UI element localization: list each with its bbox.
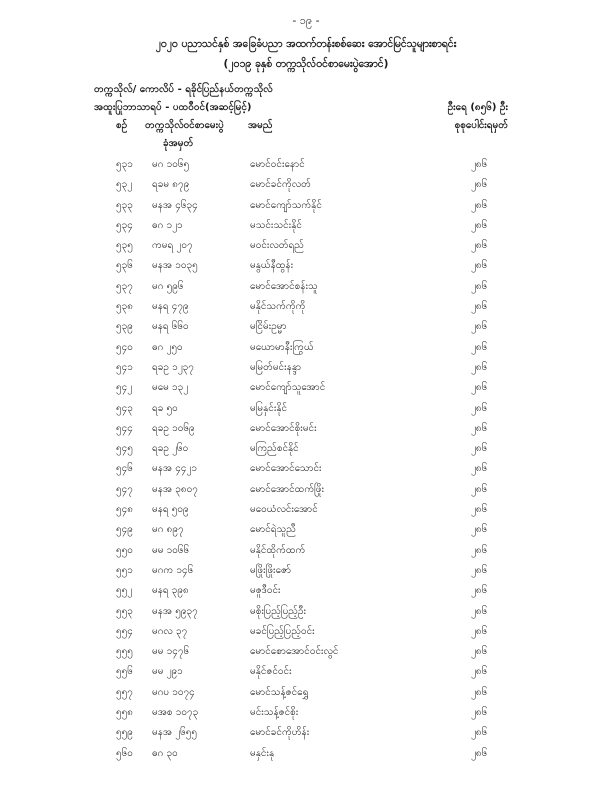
total-score: ၂၈၆ — [471, 219, 488, 231]
total-score: ၂၈၆ — [471, 321, 488, 333]
column-header-name: အမည် — [248, 120, 273, 131]
roll-number: ရခမ ၈၇၉ — [152, 179, 190, 191]
table-row — [0, 437, 612, 457]
table-row — [0, 600, 612, 620]
document-subtitle: (၂၀၁၉ ခုနှစ် တက္ကသိုလ်ဝင်စာမေးပွဲအောင်) — [223, 58, 389, 70]
table-row — [0, 234, 612, 254]
roll-number: မဂ ၅၉၆ — [152, 280, 184, 292]
total-score: ၂၈၆ — [471, 524, 488, 536]
student-name: မသင်းသင်းနိုင် — [250, 219, 302, 231]
student-name: မောင်အောင်ထက်ဖြိုး — [250, 483, 325, 495]
student-name: မောင်စောအောင်ဝင်းလွင် — [250, 646, 339, 658]
roll-number: မနအ ၁၀၃၅ — [152, 260, 198, 272]
roll-number: မနအ ၂၆၅၅ — [152, 727, 198, 739]
roll-number: မနအ ၃၈၀၇ — [152, 483, 198, 495]
row-number: ၅၅၄ — [116, 625, 133, 637]
roll-number: မမ ၁၀၆၆ — [152, 544, 190, 556]
student-name: မမြတ်မင်းနန္ဒာ — [250, 361, 302, 373]
student-name: မောင်ဝင်းနောင် — [250, 159, 305, 170]
total-score: ၂၈၆ — [471, 240, 488, 252]
total-score: ၂၈၆ — [471, 504, 488, 516]
row-number: ၅၅၁ — [116, 564, 133, 576]
results-list — [0, 153, 612, 762]
table-row — [0, 518, 612, 538]
table-row — [0, 742, 612, 762]
student-name: မောင်ရဲသူညီ — [250, 524, 296, 536]
student-name: မဝင်းလတ်ရည် — [250, 240, 304, 252]
row-number: ၅၄၂ — [116, 382, 133, 394]
total-score: ၂၈၆ — [471, 605, 488, 617]
roll-number: မမေ ၁၃၂ — [152, 382, 189, 394]
student-name: မနွယ်နီထွန်း — [250, 260, 294, 272]
table-row — [0, 295, 612, 315]
student-name: မောင်ခင်ကိုဟိန်း — [250, 727, 310, 739]
total-score: ၂၈၆ — [471, 179, 488, 191]
row-number: ၅၄၈ — [116, 504, 133, 516]
student-name: မောင်အောင်စိုးမင်း — [250, 422, 317, 434]
roll-number: မနရ ၄၇၉ — [152, 301, 189, 313]
student-name: မောင်သန့်ဇင်ရွှေ — [250, 686, 309, 698]
column-header-roll-sub: ခုံအမှတ် — [163, 138, 194, 149]
total-score: ၂၈၆ — [471, 747, 488, 759]
student-name: မောင်ခင်ကိုလတ် — [250, 179, 311, 191]
total-score: ၂၈၆ — [471, 361, 488, 373]
roll-number: ဓဂ ၂၅၀ — [152, 341, 183, 353]
roll-number: ရခဥ ၂၆၀ — [152, 443, 189, 455]
total-score: ၂၈၆ — [471, 686, 488, 698]
student-name: မငြိမ်းဥမ္မာ — [250, 321, 287, 333]
row-number: ၅၄၄ — [116, 422, 133, 434]
row-number: ၅၅၈ — [116, 707, 133, 719]
table-row — [0, 356, 612, 376]
page-number: - ၁၉ - — [292, 14, 320, 27]
roll-number: မမ ၁၄၇၆ — [152, 646, 190, 658]
row-number: ၅၃၈ — [116, 301, 133, 313]
student-name: မောင်ကျော်သက်နိုင် — [250, 199, 322, 211]
student-name: မဇူဒီဝင်း — [250, 585, 281, 597]
total-score: ၂၈၆ — [471, 382, 488, 394]
total-score: ၂၈၆ — [471, 341, 488, 353]
roll-number: ရခဥ ၁၂၃၇ — [152, 361, 194, 373]
roll-number: ဓဂ ၁၂၁ — [152, 219, 183, 231]
roll-number: မဂပ ၁၀၇၄ — [152, 686, 195, 698]
roll-number: ဓဂ ၃၀ — [152, 747, 178, 759]
roll-number: မနအ ၄၄၂၁ — [152, 463, 198, 475]
roll-number: မနအ ၅၉၃၇ — [152, 605, 198, 617]
row-number: ၅၃၆ — [116, 260, 133, 272]
student-name: မင်းသန့်ဇင်စိုး — [250, 707, 299, 719]
row-number: ၅၃၉ — [116, 321, 133, 333]
row-number: ၅၅၀ — [116, 544, 133, 556]
table-row — [0, 681, 612, 701]
student-name: မနိုင်သက်ကိုကို — [250, 301, 306, 313]
roll-number: မဂ ၁၀၆၅ — [152, 159, 190, 170]
total-score: ၂၈၆ — [471, 463, 488, 475]
total-score: ၂၈၆ — [471, 159, 488, 170]
university-line: တက္ကသိုလ်/ ကောလိပ် - ရခိုင်ပြည်နယ်တက္ကသိုလ် — [94, 84, 273, 95]
roll-number: ရခ ၅၀ — [152, 402, 178, 414]
student-name: မနိုင်ဇင်ဝင်း — [250, 666, 292, 678]
table-row — [0, 254, 612, 274]
roll-number: မဂလ ၃၇ — [152, 625, 188, 637]
student-name: မယောမာနီးကြွယ် — [250, 341, 314, 353]
table-row — [0, 579, 612, 599]
roll-number: မနအ ၄၆၃၄ — [152, 199, 198, 211]
table-row — [0, 194, 612, 214]
student-name: မဝေယံလင်းအောင် — [250, 504, 318, 516]
student-name: မစိုးပြည့်ပြည့်ဦး — [250, 605, 307, 617]
total-score: ၂၈၆ — [471, 666, 488, 678]
table-row — [0, 478, 612, 498]
total-score: ၂၈၆ — [471, 280, 488, 292]
row-number: ၅၅၅ — [116, 646, 133, 658]
table-row — [0, 498, 612, 518]
total-score: ၂၈၆ — [471, 483, 488, 495]
student-name: မောင်အောင်စန်းသူ — [250, 280, 318, 292]
row-number: ၅၅၂ — [116, 585, 133, 597]
row-number: ၅၃၃ — [116, 199, 133, 211]
subject-line: အထူးပြုဘာသာရပ် - ပထဝီဝင်(အဆင့်မြင့်) — [94, 102, 252, 113]
roll-number: ကမရ ၂၀၇ — [152, 240, 193, 252]
row-number: ၅၄၆ — [116, 463, 133, 475]
table-row — [0, 315, 612, 335]
roll-number: မဂ ၈၉၇ — [152, 524, 184, 536]
roll-number: ရခဥ ၁၀၆၉ — [152, 422, 195, 434]
table-row — [0, 457, 612, 477]
row-number: ၅၄၅ — [116, 443, 133, 455]
table-row — [0, 417, 612, 437]
roll-number: မဂက ၁၄၆ — [152, 564, 194, 576]
student-name: မနိုင်ထိုက်ထက် — [250, 544, 306, 556]
student-name: မဖြိုးဖြိုးဇော် — [250, 564, 292, 576]
roll-number: မနရ ၅၀၉ — [152, 504, 189, 516]
table-row — [0, 701, 612, 721]
roll-number: မနရ ၆၆၀ — [152, 321, 189, 333]
roll-number: မအစ ၁၀၇၃ — [152, 707, 199, 719]
column-header-marks: စုစုပေါင်းရမှတ် — [454, 120, 508, 131]
row-number: ၅၅၇ — [116, 686, 133, 698]
row-number: ၅၆၀ — [116, 747, 133, 759]
table-row — [0, 153, 612, 173]
student-name: မကြည်စင်နိုင် — [250, 443, 299, 455]
row-number: ၅၅၆ — [116, 666, 133, 678]
row-number: ၅၃၅ — [116, 240, 133, 252]
table-row — [0, 376, 612, 396]
table-row — [0, 275, 612, 295]
total-count: ဦးရေ (၈၅၆) ဦး — [447, 102, 508, 113]
table-row — [0, 214, 612, 234]
total-score: ၂၈၆ — [471, 402, 488, 414]
total-score: ၂၈၆ — [471, 443, 488, 455]
roll-number: မနရ ၃၉၈ — [152, 585, 189, 597]
column-header-no: စဉ် — [116, 120, 128, 131]
roll-number: မမ ၂၉၁ — [152, 666, 183, 678]
total-score: ၂၈၆ — [471, 422, 488, 434]
table-row — [0, 620, 612, 640]
row-number: ၅၄၁ — [116, 361, 133, 373]
table-row — [0, 660, 612, 680]
row-number: ၅၅၃ — [116, 605, 133, 617]
row-number: ၅၄၀ — [116, 341, 133, 353]
student-name: မနှင်းနု — [250, 747, 275, 759]
total-score: ၂၈၆ — [471, 301, 488, 313]
row-number: ၅၃၁ — [116, 159, 133, 170]
row-number: ၅၄၉ — [116, 524, 133, 536]
total-score: ၂၈၆ — [471, 564, 488, 576]
table-row — [0, 336, 612, 356]
student-name: မခင်ပြည့်ပြည့်ဝင်း — [250, 625, 315, 637]
row-number: ၅၄၇ — [116, 483, 133, 495]
table-row — [0, 721, 612, 741]
document-title: ၂၀၂၀ ပညာသင်နှစ် အခြေခံပညာ အထက်တန်းစစ်ဆေး အောင်မြင်သူများစာရင်း — [155, 38, 457, 50]
student-name: မောင်ကျော်သူအောင် — [250, 382, 326, 394]
table-row — [0, 397, 612, 417]
total-score: ၂၈၆ — [471, 585, 488, 597]
total-score: ၂၈၆ — [471, 544, 488, 556]
student-name: မောင်အောင်သောင်း — [250, 463, 322, 475]
total-score: ၂၈၆ — [471, 199, 488, 211]
total-score: ၂၈၆ — [471, 646, 488, 658]
total-score: ၂၈၆ — [471, 727, 488, 739]
table-row — [0, 173, 612, 193]
total-score: ၂၈၆ — [471, 707, 488, 719]
row-number: ၅၃၄ — [116, 219, 133, 231]
row-number: ၅၅၉ — [116, 727, 133, 739]
total-score: ၂၈၆ — [471, 260, 488, 272]
column-header-roll: တက္ကသိုလ်ဝင်စာမေးပွဲ — [145, 120, 224, 131]
row-number: ၅၃၂ — [116, 179, 133, 191]
table-row — [0, 640, 612, 660]
row-number: ၅၃၇ — [116, 280, 133, 292]
row-number: ၅၄၃ — [116, 402, 133, 414]
table-row — [0, 539, 612, 559]
student-name: မမြနှင်းနိုင် — [250, 402, 288, 414]
total-score: ၂၈၆ — [471, 625, 488, 637]
table-row — [0, 559, 612, 579]
